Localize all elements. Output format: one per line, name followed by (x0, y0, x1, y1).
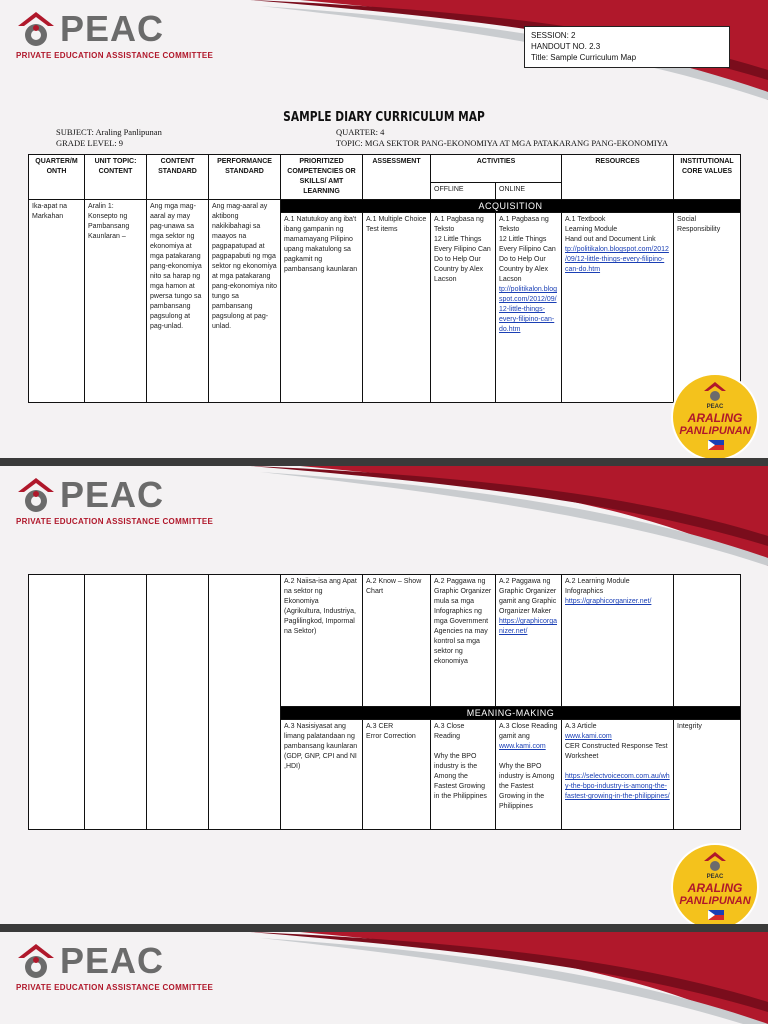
header-quarter: QUARTER/M ONTH (29, 155, 85, 200)
cell-empty (147, 575, 209, 830)
header-performance: PERFORMANCE STANDARD (209, 155, 281, 200)
cell-resources-a1 (562, 213, 674, 403)
peac-logo-icon (16, 10, 56, 50)
peac-logo (16, 8, 214, 60)
logo-text: PEAC (60, 474, 165, 515)
header-unit: UNIT TOPIC: CONTENT (85, 155, 147, 200)
cell-empty (85, 575, 147, 830)
cell-assessment-a1: A.1 Multiple Choice Test items (363, 213, 431, 403)
online-text-a3: A.3 Close Reading gamit ang (499, 723, 558, 740)
badge-line2: PANLIPUNAN (679, 425, 751, 437)
cell-performance-standard: Ang mag-aaral ay aktibong nakikibahagi sa maayos na pagpapatupad at pagpapabuti ng mga sektor ng ekonomiya at mga patakarang pang-ekonomiya nito tungo sa pambansang pagsulong at pag-unlad. (209, 200, 281, 403)
logo-subtitle: PRIVATE EDUCATION ASSISTANCE COMMITTEE (16, 517, 214, 526)
badge-small: PEAC (706, 404, 724, 410)
header-competencies: PRIORITIZED COMPETENCIES OR SKILLS/ AMT LEARNING (281, 155, 363, 200)
online-link-a2[interactable]: https://graphicorganizer.net/ (499, 618, 557, 635)
badge-small: PEAC (706, 874, 724, 880)
resources-link-a1[interactable]: tp://politikalon.blogspot.com/2012/09/12-little-things-every-filipino-can-do.htm (565, 246, 669, 273)
header-resources: RESOURCES (562, 155, 674, 200)
title-line: Title: Sample Curriculum Map (531, 53, 637, 62)
cell-online-a2 (496, 575, 562, 707)
band-meaning-making: MEANING-MAKING (281, 707, 741, 720)
logo-text: PEAC (60, 8, 165, 49)
header-content: CONTENT STANDARD (147, 155, 209, 200)
cell-offline-a2: A.2 Paggawa ng Graphic Organizer mula sa mga Infographics ng mga Government Agencies na may kontrol sa mga sektor ng ekonomiya (431, 575, 496, 707)
header-activities: ACTIVITIES (431, 155, 562, 183)
peac-logo (16, 474, 214, 526)
araling-panlipunan-badge (670, 372, 760, 458)
cell-competency-a3: A.3 Nasisiyasat ang limang palatandaan ng pambansang kaunlaran (GDP, GNP, CPI and NI ,HDI) (281, 720, 363, 830)
meta-topic: TOPIC: MGA SEKTOR PANG-EKONOMIYA AT MGA PATAKARANG PANG-EKONOMIYA (336, 138, 669, 148)
cell-offline-a1: A.1 Pagbasa ng Teksto 12 Little Things Every Filipino Can Do to Help Our Country by Alex Lacson (431, 213, 496, 403)
cell-competency-a2: A.2 Naiisa-isa ang Apat na sektor ng Ekonomiya (Agrikultura, Industriya, Paglilingkod, Impormal na Sektor) (281, 575, 363, 707)
page-3 (0, 932, 768, 1024)
resources-link2-a3[interactable]: https://selectvoicecom.com.au/why-the-bpo-industry-is-among-the-fastest-growing-in-the-philippines/ (565, 773, 670, 800)
cell-assessment-a2: A.2 Know – Show Chart (363, 575, 431, 707)
badge-line1: ARALING (687, 411, 743, 425)
cell-unit: Aralin 1: Konsepto ng Pambansang Kaunlaran – (85, 200, 147, 403)
curriculum-table-2 (28, 574, 741, 830)
resources-link-a2[interactable]: https://graphicorganizer.net/ (565, 598, 652, 605)
session-box (524, 26, 730, 68)
meta-quarter: QUARTER: 4 (336, 127, 385, 137)
cell-content-standard: Ang mga mag-aaral ay may pag-unawa sa mga sektor ng ekonomiya at mga patakarang pang-ekonomiya nito sa harap ng mga hamon at pwersa tungo sa pambansang pagsulong at pag-unlad. (147, 200, 209, 403)
resources-text-a2: A.2 Learning Module Infographics (565, 578, 630, 595)
online-link-a3[interactable]: www.kami.com (499, 743, 546, 750)
online-link-a1[interactable]: tp://politikalon.blogspot.com/2012/09/12-little-things-every-filipino-can-do.htm (499, 286, 557, 333)
cell-assessment-a3: A.3 CER Error Correction (363, 720, 431, 830)
peac-logo (16, 940, 214, 992)
cell-values-a1: Social Responsibility (674, 213, 741, 403)
online-text-a1: A.1 Pagbasa ng Teksto 12 Little Things Every Filipino Can Do to Help Our Country by Alex Lacson (499, 216, 556, 283)
handout-line: HANDOUT NO. 2.3 (531, 42, 601, 51)
logo-text: PEAC (60, 940, 165, 981)
resources-link-a3[interactable]: www.kami.com (565, 733, 612, 740)
cell-values-a3: Integrity (674, 720, 741, 830)
meta-subject: SUBJECT: Araling Panlipunan (56, 127, 162, 137)
cell-online-a3 (496, 720, 562, 830)
flag-icon (708, 910, 724, 920)
curriculum-table-1 (28, 154, 741, 403)
online-tail-a3: Why the BPO industry is Among the Fastest Growing in the Philippines (499, 763, 555, 810)
header-values: INSTITUTIONAL CORE VALUES (674, 155, 741, 200)
cell-quarter: Ika-apat na Markahan (29, 200, 85, 403)
page-title: SAMPLE DIARY CURRICULUM MAP (283, 110, 485, 125)
page-1 (0, 0, 768, 458)
session-line: SESSION: 2 (531, 31, 576, 40)
resources-text-a3: A.3 Article (565, 723, 597, 730)
resources-mid-a3: CER Constructed Response Test Worksheet (565, 743, 668, 760)
cell-empty (209, 575, 281, 830)
header-assessment: ASSESSMENT (363, 155, 431, 200)
cell-online-a1 (496, 213, 562, 403)
cell-resources-a3 (562, 720, 674, 830)
peac-logo-icon (16, 476, 56, 516)
cell-values-a2 (674, 575, 741, 707)
header-offline: OFFLINE (431, 182, 496, 199)
header-online: ONLINE (496, 182, 562, 199)
cell-resources-a2 (562, 575, 674, 707)
band-acquisition: ACQUISITION (281, 200, 741, 213)
resources-text-a1: A.1 Textbook Learning Module Hand out and Document Link (565, 216, 656, 243)
araling-panlipunan-badge (670, 842, 760, 924)
logo-subtitle: PRIVATE EDUCATION ASSISTANCE COMMITTEE (16, 983, 214, 992)
badge-line2: PANLIPUNAN (679, 895, 751, 907)
online-text-a2: A.2 Paggawa ng Graphic Organizer gamit ang Graphic Organizer Maker (499, 578, 557, 615)
flag-icon (708, 440, 724, 450)
logo-subtitle: PRIVATE EDUCATION ASSISTANCE COMMITTEE (16, 51, 214, 60)
cell-offline-a3: A.3 Close Reading Why the BPO industry is the Among the Fastest Growing in the Philippines (431, 720, 496, 830)
meta-grade: GRADE LEVEL: 9 (56, 138, 124, 148)
cell-competency-a1: A.1 Natutukoy ang iba't ibang gampanin ng mamamayang Pilipino upang makatulong sa pagkamit ng pambansang kaunlaran (281, 213, 363, 403)
cell-empty (29, 575, 85, 830)
peac-logo-icon (16, 942, 56, 982)
badge-line1: ARALING (687, 881, 743, 895)
